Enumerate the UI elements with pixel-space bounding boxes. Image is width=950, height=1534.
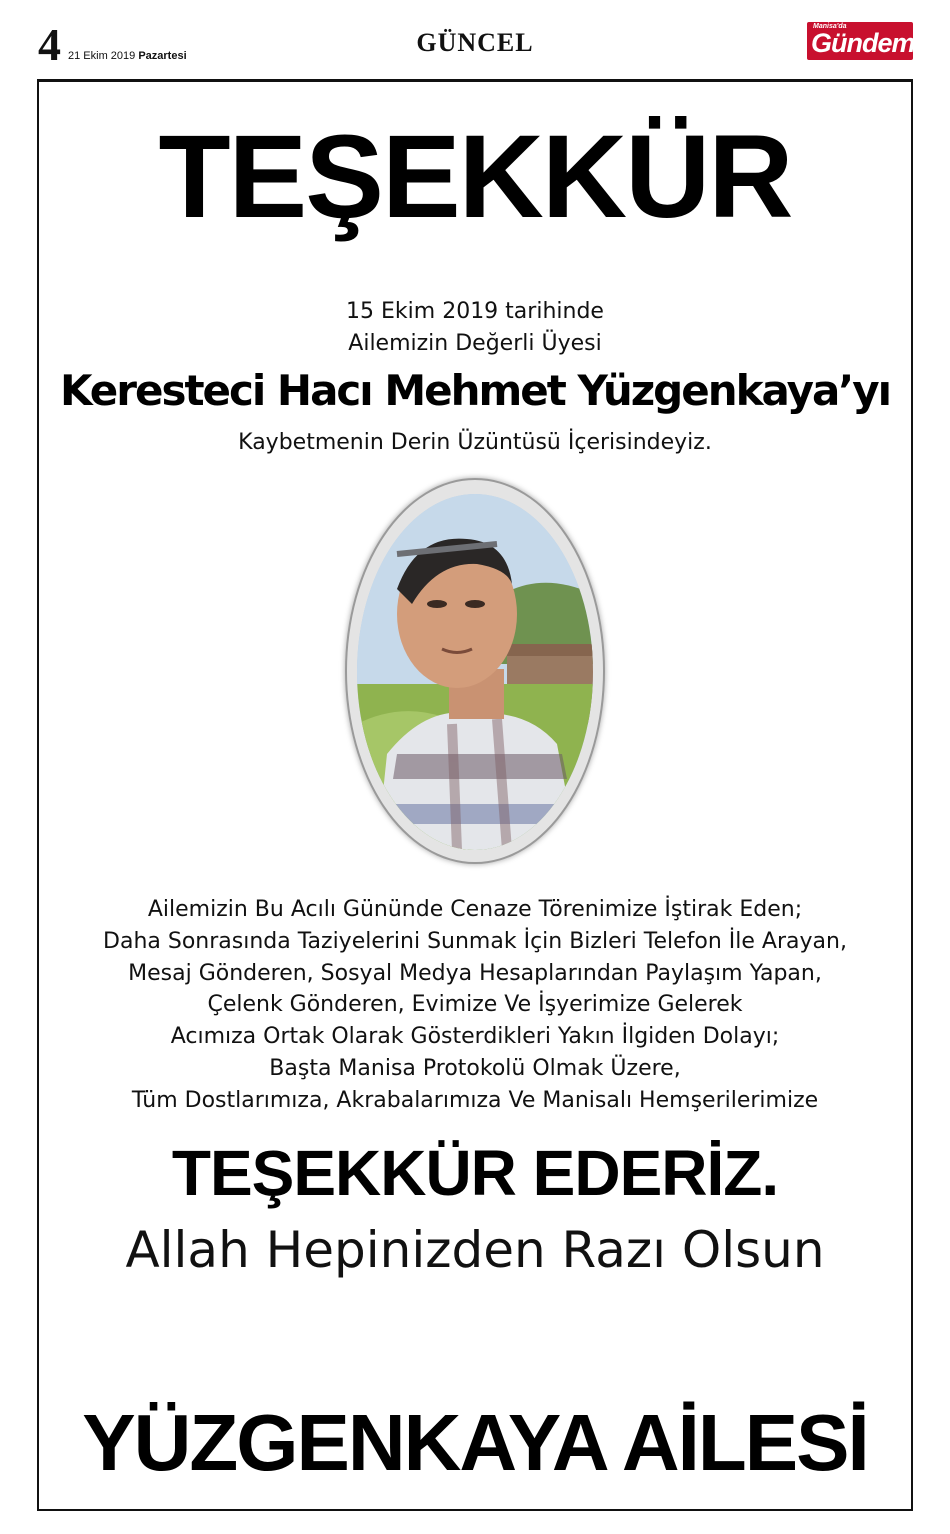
body-line: Mesaj Gönderen, Sosyal Medya Hesaplarından Paylaşım Yapan, — [128, 960, 822, 986]
body-line: Daha Sonrasında Taziyelerini Sunmak İçin Bizleri Telefon İle Arayan, — [103, 928, 847, 954]
body-line: Ailemizin Bu Acılı Gününde Cenaze Törenimize İştirak Eden; — [147, 897, 803, 922]
portrait-illustration — [357, 494, 593, 850]
section-title: GÜNCEL — [416, 28, 534, 57]
logo-main-text: Gündem — [811, 28, 915, 58]
family-signature: YÜZGENKAYA AİLESİ — [82, 1398, 868, 1487]
body-line: Başta Manisa Protokolü Olmak Üzere, — [269, 1055, 681, 1081]
body-line: Çelenk Gönderen, Evimize Ve İşyerimize Gelerek — [207, 992, 743, 1018]
logo-small-text: Manisa'da — [813, 23, 847, 30]
page-number: 4 — [38, 19, 61, 70]
day-text: Pazartesi — [138, 50, 187, 62]
body-line: Tüm Dostlarımıza, Akrabalarımıza Ve Manisalı Hemşerilerimize — [131, 1087, 819, 1113]
body-text — [37, 894, 913, 1117]
body-line: Acımıza Ortak Olarak Gösterdikleri Yakın İlgiden Dolayı; — [170, 1024, 780, 1050]
deceased-name: Keresteci Hacı Mehmet Yüzgenkaya’yı — [59, 366, 891, 415]
intro-line: Ailemizin Değerli Üyesi — [348, 331, 602, 356]
blessing-line: Allah Hepinizden Razı Olsun — [125, 1221, 825, 1279]
intro-line: 15 Ekim 2019 tarihinde — [346, 299, 604, 324]
newspaper-logo — [807, 22, 913, 60]
ad-title: TEŞEKKÜR — [158, 111, 792, 243]
loss-line: Kaybetmenin Derin Üzüntüsü İçerisindeyiz. — [238, 430, 712, 455]
date-text: 21 Ekim 2019 — [68, 50, 136, 62]
portrait-photo — [357, 494, 593, 850]
intro-text — [37, 296, 913, 360]
thanks-heading: TEŞEKKÜR EDERİZ. — [171, 1137, 779, 1209]
